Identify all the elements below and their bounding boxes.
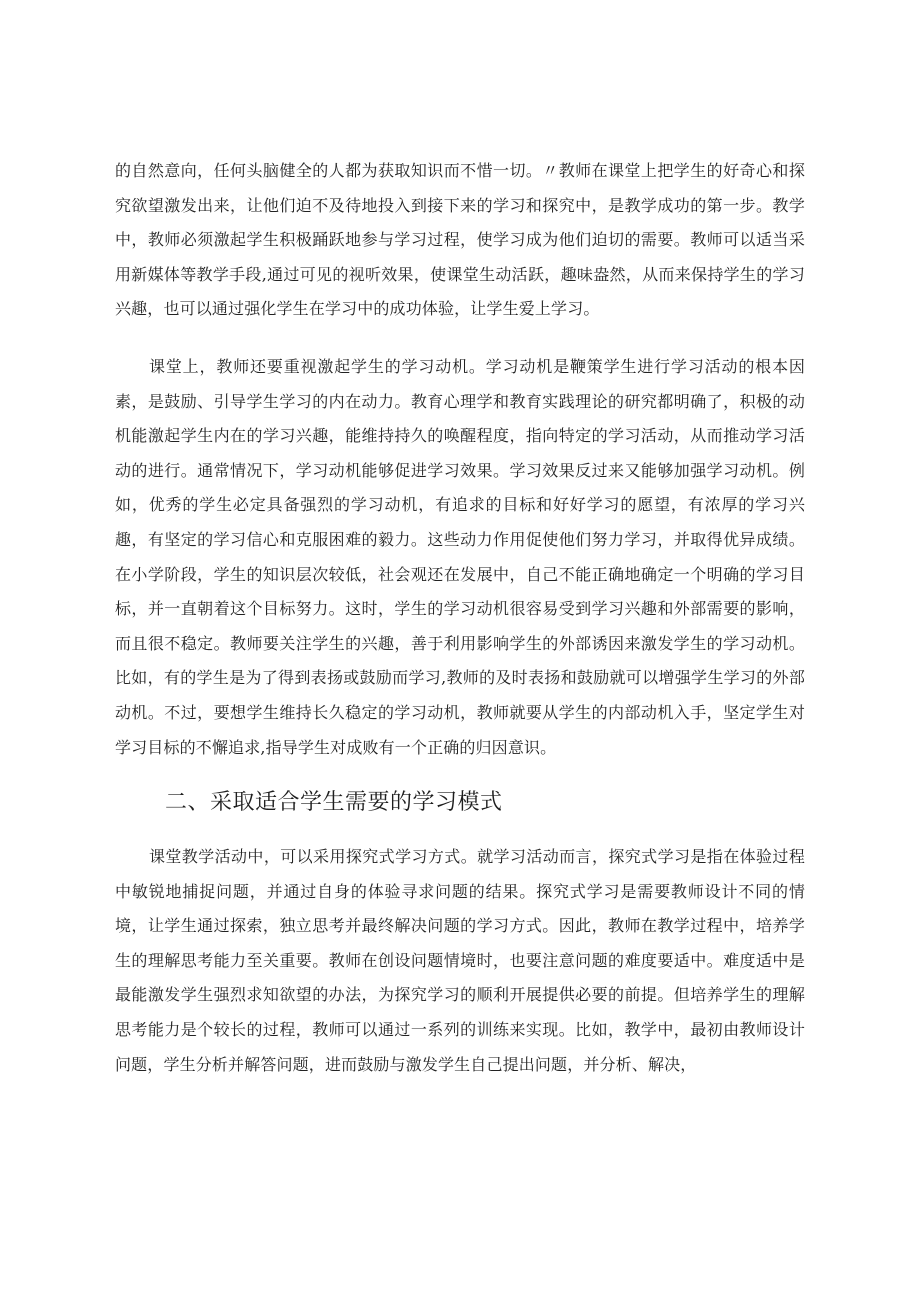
paragraph-learning-motivation: 课堂上，教师还要重视激起学生的学习动机。学习动机是鞭策学生进行学习活动的根本因素，是鼓励、引导学生学习的内在动力。教育心理学和教育实践理论的研究都明确了，积极的动机能激起学生内在的学习兴趣，能维持持久的唤醒程度，指向特定的学习活动，从而推动学习活动的进行。通常情况下，学习动机能够促进学习效果。学习效果反过来又能够加强学习动机。例如，优秀的学生必定具备强烈的学习动机，有追求的目标和好好学习的愿望，有浓厚的学习兴趣，有坚定的学习信心和克服困难的毅力。这些动力作用促使他们努力学习，并取得优异成绩。在小学阶段，学生的知识层次较低，社会观还在发展中，自己不能正确地确定一个明确的学习目标，并一直朝着这个目标努力。这时，学生的学习动机很容易受到学习兴趣和外部需要的影响，而且很不稳定。教师要关注学生的兴趣，善于利用影响学生的外部诱因来激发学生的学习动机。比如，有的学生是为了得到表扬或鼓励而学习,教师的及时表扬和鼓励就可以增强学生学习的外部动机。不过，要想学生维持长久稳定的学习动机，教师就要从学生的内部动机入手，坚定学生对学习目标的不懈追求,指导学生对成败有一个正确的归因意识。: [115, 356, 805, 757]
section-heading-learning-mode: 二、采取适合学生需要的学习模式: [165, 790, 503, 816]
paragraph-continued: 的自然意向，任何头脑健全的人都为获取知识而不惜一切。〃教师在课堂上把学生的好奇心和探究欲望激发出来，让他们迫不及待地投入到接下来的学习和探究中，是教学成功的第一步。教学中，教师必须激起学生积极踊跃地参与学习过程，使学习成为他们迫切的需要。教师可以适当采用新媒体等教学手段,通过可见的视听效果，使课堂生动活跃，趣味盎然，从而来保持学生的学习兴趣，也可以通过强化学生在学习中的成功体验，让学生爱上学习。: [115, 161, 805, 319]
paragraph-inquiry-learning: 课堂教学活动中，可以采用探究式学习方式。就学习活动而言，探究式学习是指在体验过程中敏锐地捕捉问题，并通过自身的体验寻求问题的结果。探究式学习是需要教师设计不同的情境，让学生通过探索，独立思考并最终解决问题的学习方式。因此，教师在教学过程中，培养学生的理解思考能力至关重要。教师在创设问题情境时，也要注意问题的难度要适中。难度适中是最能激发学生强烈求知欲望的办法，为探究学习的顺利开展提供必要的前提。但培养学生的理解思考能力是个较长的过程，教师可以通过一系列的训练来实现。比如，教学中，最初由教师设计问题，学生分析并解答问题，进而鼓励与激发学生自己提出问题，并分析、解决，: [115, 847, 805, 1074]
document-body: [115, 154, 805, 1082]
